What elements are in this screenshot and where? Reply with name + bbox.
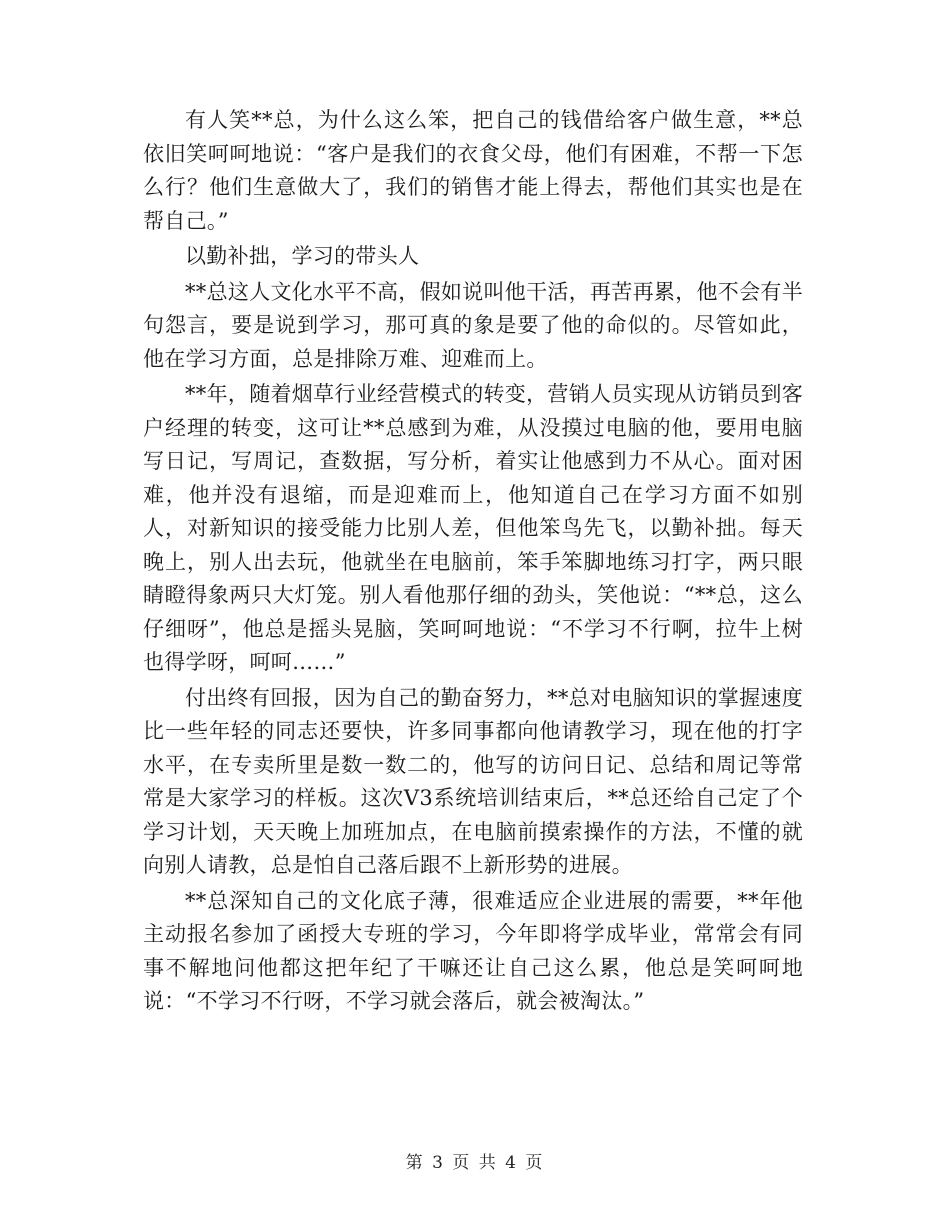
paragraph-2: **总这人文化水平不高，假如说叫他干活，再苦再累，他不会有半句怨言，要是说到学习，那可真的象是要了他的命似的。尽管如此，他在学习方面，总是排除万难、迎难而上。 <box>143 279 803 371</box>
paragraph-3: **年，随着烟草行业经营模式的转变，营销人员实现从访销员到客户经理的转变，这可让**总感到为难，从没摸过电脑的他，要用电脑写日记，写周记，查数据，写分析，着实让他感到力不从心。面对困难，他并没有退缩，而是迎难而上，他知道自己在学习方面不如别人，对新知识的接受能力比别人差，但他笨鸟先飞，以勤补拙。每天晚上，别人出去玩，他就坐在电脑前，笨手笨脚地练习打字，两只眼睛瞪得象两只大灯笼。别人看他那仔细的劲头，笑他说：“**总，这么仔细呀”，他总是摇头晃脑，笑呵呵地说：“不学习不行啊，拉牛上树也得学呀，呵呵……” <box>143 382 803 674</box>
paragraph-5: **总深知自己的文化底子薄，很难适应企业进展的需要，**年他主动报名参加了函授大专班的学习，今年即将学成毕业，常常会有同事不解地问他都这把年纪了干嘛还让自己这么累，他总是笑呵呵地说：“不学习不行呀，不学习就会落后，就会被淘汰。” <box>143 888 803 1013</box>
paragraph-4: 付出终有回报，因为自己的勤奋努力，**总对电脑知识的掌握速度比一些年轻的同志还要快，许多同事都向他请教学习，现在他的打字水平，在专卖所里是数一数二的，他写的访问日记、总结和周记等常常是大家学习的样板。这次V3系统培训结束后，**总还给自己定了个学习计划，天天晚上加班加点，在电脑前摸索操作的方法，不懂的就向别人请教，总是怕自己落后跟不上新形势的进展。 <box>143 685 803 877</box>
section-heading: 以勤补拙，学习的带头人 <box>185 244 420 268</box>
page-number-footer: 第 3 页 共 4 页 <box>405 1153 545 1173</box>
paragraph-1: 有人笑**总，为什么这么笨，把自己的钱借给客户做生意，**总依旧笑呵呵地说：“客户是我们的衣食父母，他们有困难，不帮一下怎么行？他们生意做大了，我们的销售才能上得去，帮他们其实也是在帮自己。” <box>143 108 803 233</box>
document-body <box>143 104 803 1021</box>
